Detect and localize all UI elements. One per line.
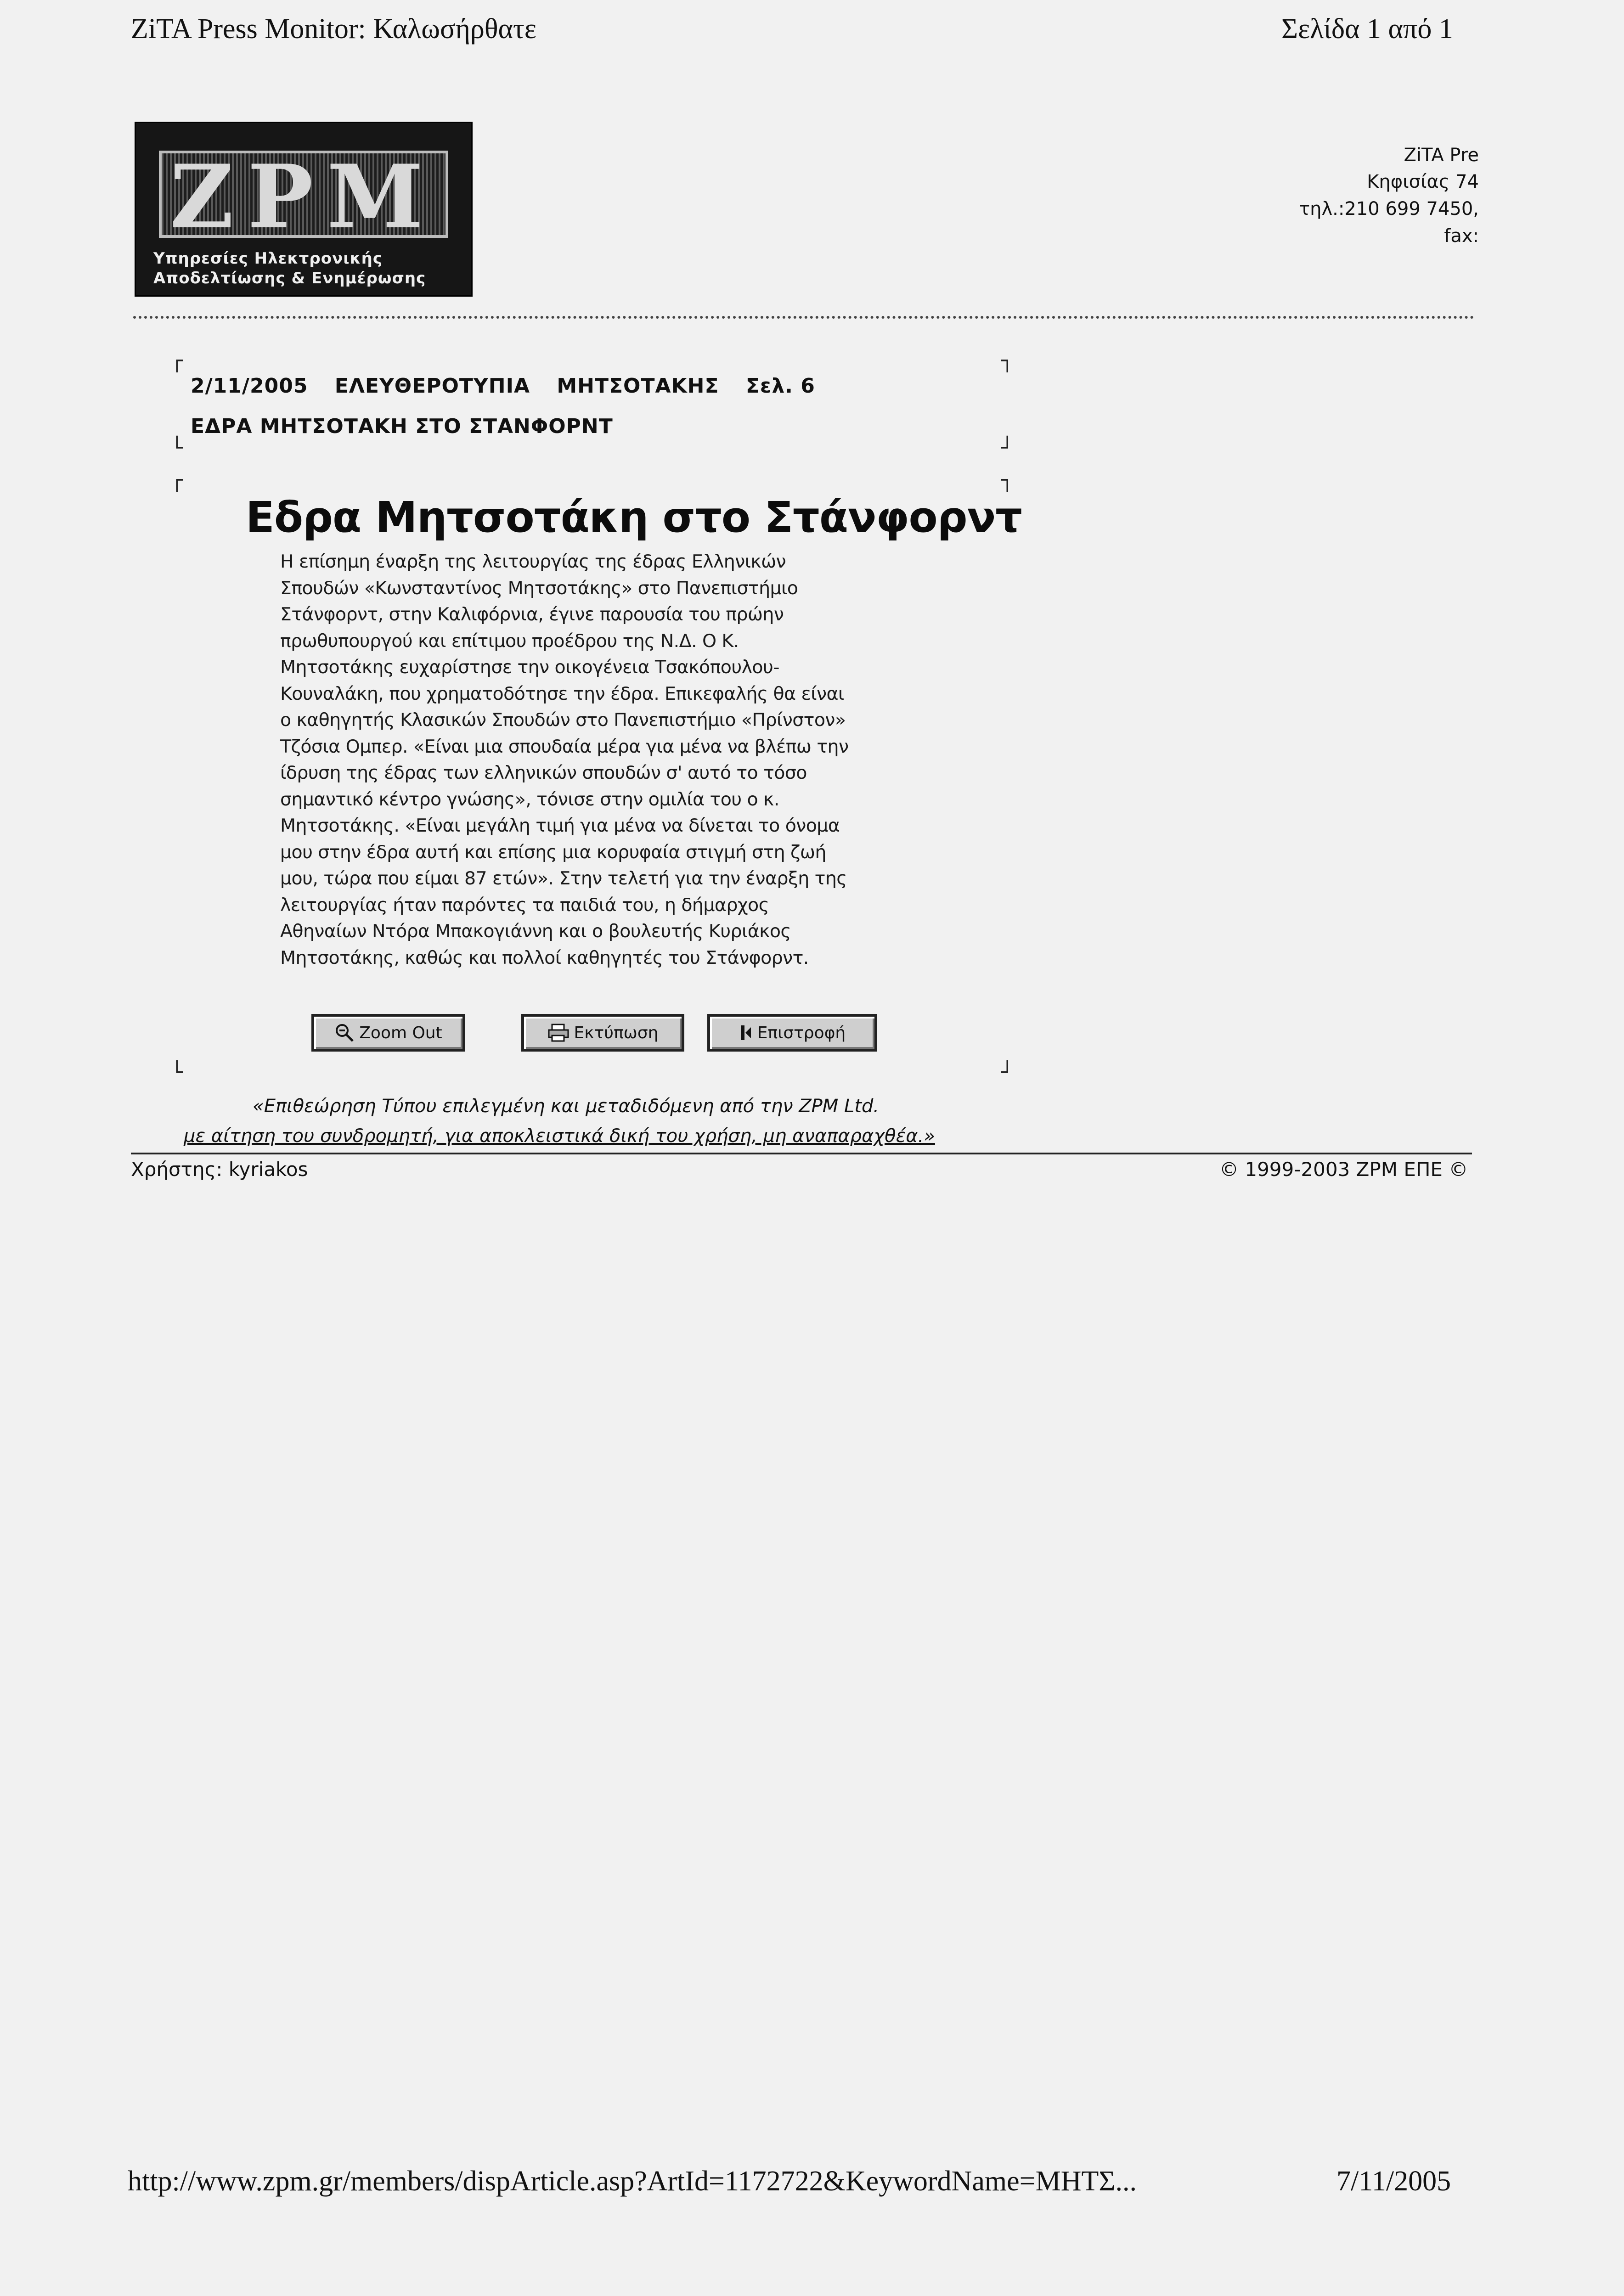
back-label: Επιστροφή (757, 1023, 846, 1042)
article-line: μου στην έδρα αυτή και επίσης μια κορυφαία στιγμή στη ζωή (280, 841, 826, 863)
crop-mark-bottom-left: └ (171, 436, 183, 460)
article-line: Στάνφορντ, στην Καλιφόρνια, έγινε παρουσία του πρώην (280, 604, 784, 625)
print-header-title: ZiTA Press Monitor: Καλωσήρθατε (131, 13, 536, 45)
back-button[interactable] (707, 1014, 877, 1052)
article-meta-title: ΕΔΡΑ ΜΗΤΣΟΤΑΚΗ ΣΤΟ ΣΤΑΝΦΟΡΝΤ (191, 415, 613, 438)
article-meta (191, 374, 835, 398)
contact-address: Κηφισίας 74 (1367, 171, 1479, 192)
zpm-logo (135, 122, 473, 297)
article-line: σημαντικό κέντρο γνώσης», τόνισε στην ομιλία του ο κ. (280, 788, 779, 810)
crop-mark-top-left: ┌ (171, 349, 183, 372)
back-arrow-icon (739, 1024, 753, 1042)
article-date: 2/11/2005 (191, 374, 308, 398)
print-header-page: Σελίδα 1 από 1 (1281, 13, 1453, 45)
disclaimer-line2: με αίτηση του συνδρομητή, για αποκλειστικά δική του χρήση, μη αναπαραχθέα.» (184, 1125, 935, 1147)
article-newspaper: ΕΛΕΥΘΕΡΟΤΥΠΙΑ (334, 374, 530, 398)
print-footer-date: 7/11/2005 (1336, 2166, 1451, 2197)
logo-subtitle-line2: Αποδελτίωσης & Ενημέρωσης (153, 269, 426, 287)
article-line: Η επίσημη έναρξη της λειτουργίας της έδρας Ελληνικών (280, 551, 786, 572)
crop-mark-top-right: ┐ (1001, 468, 1014, 492)
article-line: λειτουργίας ήταν παρόντες τα παιδιά του, η δήμαρχος (280, 894, 769, 916)
logo-subtitle-line1: Υπηρεσίες Ηλεκτρονικής (153, 249, 383, 268)
article-headline: Εδρα Μητσοτάκη στο Στάνφορντ (246, 493, 1022, 542)
article-page: Σελ. 6 (745, 374, 815, 398)
crop-mark-top-left: ┌ (171, 468, 183, 492)
crop-mark-bottom-right: ┘ (1001, 436, 1014, 460)
contact-company: ZiTA Pre (1404, 145, 1479, 166)
article-line: Αθηναίων Ντόρα Μπακογιάννη και ο βουλευτής Κυριάκος (280, 921, 791, 942)
zoom-out-label: Zoom Out (359, 1023, 442, 1042)
header-divider (133, 316, 1474, 319)
article-line: ίδρυση της έδρας των ελληνικών σπουδών σ' αυτό το τόσο (280, 762, 807, 783)
article-keyword: ΜΗΤΣΟΤΑΚΗΣ (557, 374, 719, 398)
copyright: © 1999-2003 ZPM ΕΠΕ © (1219, 1158, 1468, 1181)
article-line: Μητσοτάκης. «Είναι μεγάλη τιμή για μένα να δίνεται το όνομα (280, 815, 840, 836)
article-line: Σπουδών «Κωνσταντίνος Μητσοτάκης» στο Πανεπιστήμιο (280, 577, 798, 599)
crop-mark-bottom-right: ┘ (1001, 1061, 1014, 1084)
footer-divider (131, 1153, 1472, 1154)
zoom-out-button[interactable] (311, 1014, 465, 1052)
crop-mark-top-right: ┐ (1001, 349, 1014, 372)
article-line: Μητσοτάκης, καθώς και πολλοί καθηγητές του Στάνφορντ. (280, 947, 809, 968)
disclaimer-line1: «Επιθεώρηση Τύπου επιλεγμένη και μεταδιδόμενη από την ZPM Ltd. (253, 1096, 880, 1117)
magnifier-icon (334, 1023, 355, 1043)
printer-icon (547, 1024, 570, 1042)
logo-mark: ZPM (159, 151, 448, 238)
contact-phone: τηλ.:210 699 7450, (1299, 198, 1479, 219)
article-line: ο καθηγητής Κλασικών Σπουδών στο Πανεπιστήμιο «Πρίνστον» (280, 709, 846, 731)
print-footer-url: http://www.zpm.gr/members/dispArticle.asp?ArtId=1172722&KeywordName=ΜΗΤΣ... (128, 2166, 1137, 2197)
article-line: πρωθυπουργού και επίτιμου προέδρου της Ν.Δ. Ο Κ. (280, 630, 739, 652)
print-button[interactable] (521, 1014, 684, 1052)
current-user: Χρήστης: kyriakos (131, 1158, 308, 1181)
article-body (280, 549, 942, 971)
article-line: μου, τώρα που είμαι 87 ετών». Στην τελετή για την έναρξη της (280, 868, 847, 889)
article-line: Μητσοτάκης ευχαρίστησε την οικογένεια Τσακόπουλου- (280, 657, 779, 678)
print-label: Εκτύπωση (574, 1023, 659, 1042)
article-line: Τζόσια Ομπερ. «Είναι μια σπουδαία μέρα για μένα να βλέπω την (280, 736, 849, 757)
contact-fax: fax: (1444, 225, 1479, 247)
crop-mark-bottom-left: └ (171, 1061, 183, 1084)
article-line: Κουναλάκη, που χρηματοδότησε την έδρα. Επικεφαλής θα είναι (280, 683, 844, 704)
